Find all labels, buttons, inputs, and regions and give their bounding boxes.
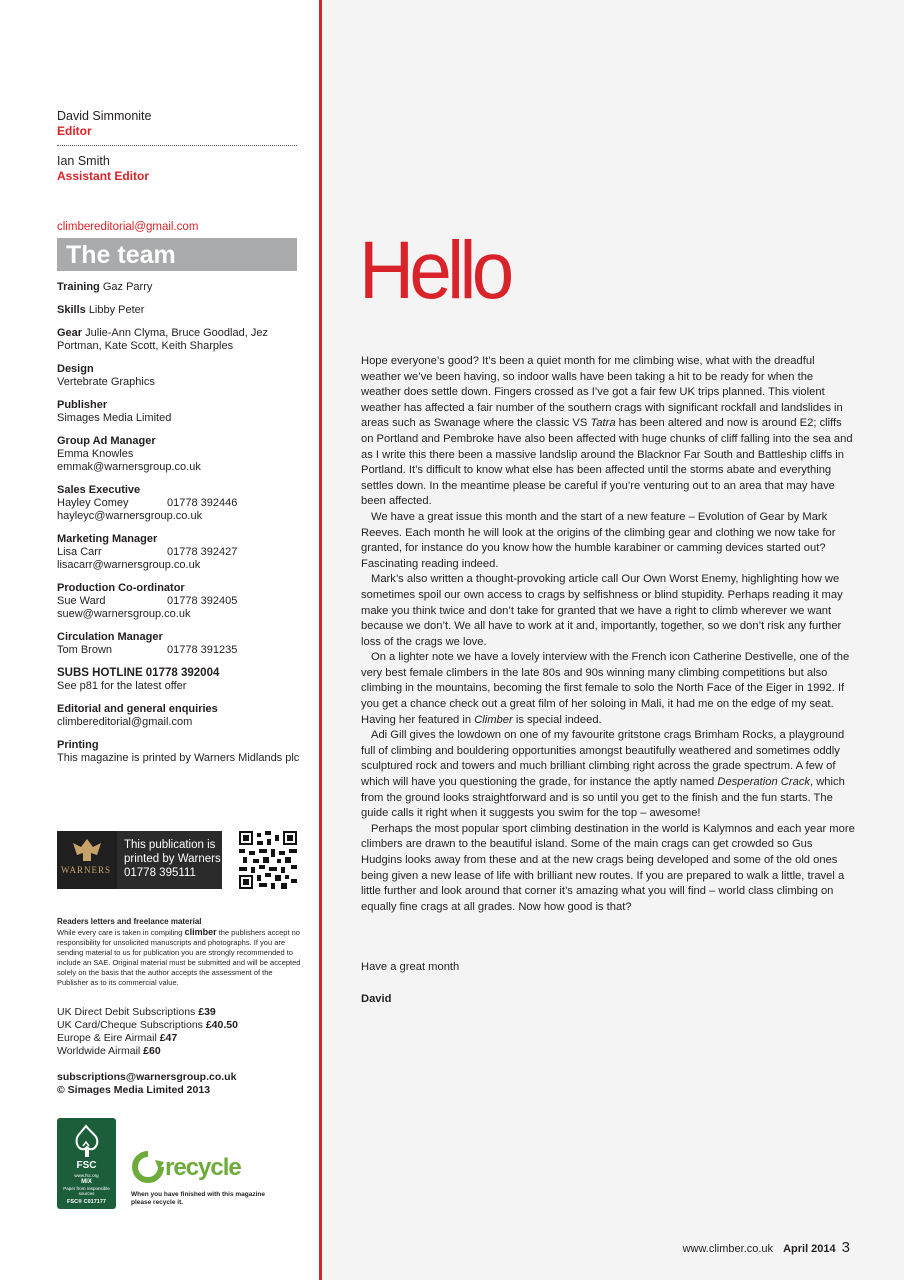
staff-sales: Sales Executive Hayley Comey 01778 392446 hayleyc@warnersgroup.co.uk bbox=[57, 484, 238, 522]
paragraph: Adi Gill gives the lowdown on one of my favourite gritstone crags Brimham Rocks, a playground full of climbing and bouldering opportunities amongst beautifully weathered and sometimes oddly sculptured rock and towers and much brilliant climbing right across the grade spectrum. A few of which will have you questioning the grade, for instance the aptly named Desperation Crack, which from the ground looks straightforward and is so until you get to the finish and the fun starts. The guide calls it right when it suggests you swim for the top – awesome! bbox=[361, 729, 845, 820]
footer-issue: April 2014 bbox=[783, 1243, 836, 1255]
editor-block bbox=[57, 109, 297, 184]
dotted-divider bbox=[57, 145, 297, 146]
sales-email[interactable]: hayleyc@warnersgroup.co.uk bbox=[57, 510, 203, 522]
staff-publisher: Publisher Simages Media Limited bbox=[57, 399, 172, 424]
editor-name: David Simmonite bbox=[57, 109, 152, 123]
staff-skills: Skills Libby Peter bbox=[57, 304, 145, 316]
printer-box bbox=[57, 831, 222, 889]
group-ad-email[interactable]: emmak@warnersgroup.co.uk bbox=[57, 461, 201, 473]
paragraph: On a lighter note we have a lovely interview with the French icon Catherine Destivelle, one of the very best female climbers in the late 80s and 90s winning many climbing competitions but also climbing in the mountains, becoming the first female to solo the North Face of the Eiger in 1992. If you get a chance check out a great film of her soloing in Mali, it had me on the edge of my seat. Having her featured in Climber is special indeed. bbox=[361, 651, 850, 726]
subscription-prices bbox=[57, 1006, 238, 1058]
marketing-email[interactable]: lisacarr@warnersgroup.co.uk bbox=[57, 559, 201, 571]
assistant-editor-name: Ian Smith bbox=[57, 154, 110, 168]
staff-group-ad: Group Ad Manager Emma Knowles emmak@warnersgroup.co.uk bbox=[57, 435, 201, 473]
qr-code-icon[interactable] bbox=[239, 831, 297, 889]
recycle-icon bbox=[131, 1150, 165, 1184]
assistant-editor-role: Assistant Editor bbox=[57, 169, 150, 183]
warners-logo: WARNERS bbox=[57, 831, 117, 889]
signature: David bbox=[361, 993, 392, 1005]
team-heading: The team bbox=[66, 241, 176, 269]
paragraph: We have a great issue this month and the start of a new feature – Evolution of Gear by Mark Reeves. Each month he will look at the origins of the climbing gear and clothing we now take for granted, for instance do you know how the humble karabiner or camming devices started out? Fascinating reading indeed. bbox=[361, 510, 836, 570]
printer-text: This publication is printed by Warners 01778 395111 bbox=[124, 839, 221, 879]
editor-role: Editor bbox=[57, 124, 92, 138]
legal-notice: Readers letters and freelance material While every care is taken in compiling climber the publishers accept no responsibility for unsolicited manuscripts and photographs. If you are sending material to us for publication you are strongly recommended to include an SAE. Original material must be submitted and will be accepted solely on the basis that the author accepts the assessment of the Publisher as to its commercial value. bbox=[57, 917, 301, 987]
subscription-row: UK Card/Cheque Subscriptions £40.50 bbox=[57, 1019, 238, 1031]
footer-url[interactable]: www.climber.co.uk bbox=[682, 1243, 774, 1255]
team-email-link[interactable]: climbereditorial@gmail.com bbox=[57, 221, 199, 233]
subs-hotline: SUBS HOTLINE 01778 392004 See p81 for the latest offer bbox=[57, 667, 220, 692]
subscription-row: Worldwide Airmail £60 bbox=[57, 1045, 161, 1057]
staff-marketing: Marketing Manager Lisa Carr 01778 392427 lisacarr@warnersgroup.co.uk bbox=[57, 533, 238, 571]
legal-title: Readers letters and freelance material bbox=[57, 917, 202, 926]
staff-list bbox=[57, 281, 307, 775]
fsc-tree-icon bbox=[71, 1124, 102, 1158]
staff-production: Production Co-ordinator Sue Ward 01778 392405 suew@warnersgroup.co.uk bbox=[57, 582, 238, 620]
production-email[interactable]: suew@warnersgroup.co.uk bbox=[57, 608, 191, 620]
subscription-row: Europe & Eire Airmail £47 bbox=[57, 1032, 178, 1044]
signoff: Have a great month bbox=[361, 961, 460, 973]
staff-circulation: Circulation Manager Tom Brown 01778 391235 bbox=[57, 631, 238, 656]
staff-training: Training Gaz Parry bbox=[57, 281, 153, 293]
eagle-icon bbox=[57, 831, 117, 889]
team-header bbox=[57, 238, 297, 271]
subscription-row: UK Direct Debit Subscriptions £39 bbox=[57, 1006, 216, 1018]
subscriptions-email[interactable]: subscriptions@warnersgroup.co.uk bbox=[57, 1071, 237, 1083]
staff-gear: Gear Julie-Ann Clyma, Bruce Goodlad, Jez Portman, Kate Scott, Keith Sharples bbox=[57, 327, 268, 352]
fsc-logo: FSC www.fsc.org MIX Paper from responsible sources FSC® C017177 bbox=[57, 1118, 116, 1209]
copyright: © Simages Media Limited 2013 bbox=[57, 1084, 211, 1096]
editorial-enquiries: Editorial and general enquiries climbereditorial@gmail.com bbox=[57, 703, 218, 728]
recycle-logo: recycle bbox=[131, 1150, 261, 1186]
contact-block bbox=[57, 1071, 236, 1097]
paragraph: Hope everyone’s good? It’s been a quiet month for me climbing wise, what with the dreadful weather we’ve been having, so indoor walls have been taking a hit to be ready for when the weather does settle down. Fingers crossed as I’ve got a fair few UK trips planned. This violent weather has affected a fair number of the southern crags with significant rockfall and landslides in areas such as Swanage where the classic VS Tatra has been altered and now is around E2; cliffs on Portland and Pembroke have also been affected with huge chunks of cliff falling into the sea and as I write this there been a massive landslip around the Blacknor Far South and Battleship cliffs in Portland. It’s difficult to know what else has been affected until the storms abate and everything settles down. In the meantime please be careful if you’re venturing out to an area that may have been affected. bbox=[361, 355, 853, 508]
article-body bbox=[361, 354, 855, 915]
editorial-email[interactable]: climbereditorial@gmail.com bbox=[57, 716, 193, 728]
page-footer bbox=[683, 1239, 850, 1256]
recycle-note: When you have finished with this magazine please recycle it. bbox=[131, 1191, 265, 1206]
page-number: 3 bbox=[841, 1239, 850, 1256]
article-title: Hello bbox=[359, 225, 510, 316]
staff-design: Design Vertebrate Graphics bbox=[57, 363, 155, 388]
paragraph: Mark’s also written a thought-provoking article call Our Own Worst Enemy, highlighting how we sometimes spoil our own access to crags by selfishness or blind stupidity. Perhaps reading it may make you think twice and don’t take for granted that we have a right to climb wherever we want because we don’t. We all have to work at it and, importantly, together, so we don’t risk any further loss of the crags we love. bbox=[361, 573, 843, 648]
paragraph: Perhaps the most popular sport climbing destination in the world is Kalymnos and each year more climbers are drawn to the beautiful island. Some of the main crags can get crowded so Gus Hudgins looks away from these and at the new crags being developed and some of the old ones being given a new lease of life with brilliant new routes. If you are prepared to walk a little, travel a little further and look around that corner it’s amazing what you will find – world class climbing on equally fine crags at all grades. Now how good is that? bbox=[361, 822, 855, 913]
printing-info: Printing This magazine is printed by Warners Midlands plc bbox=[57, 739, 300, 764]
